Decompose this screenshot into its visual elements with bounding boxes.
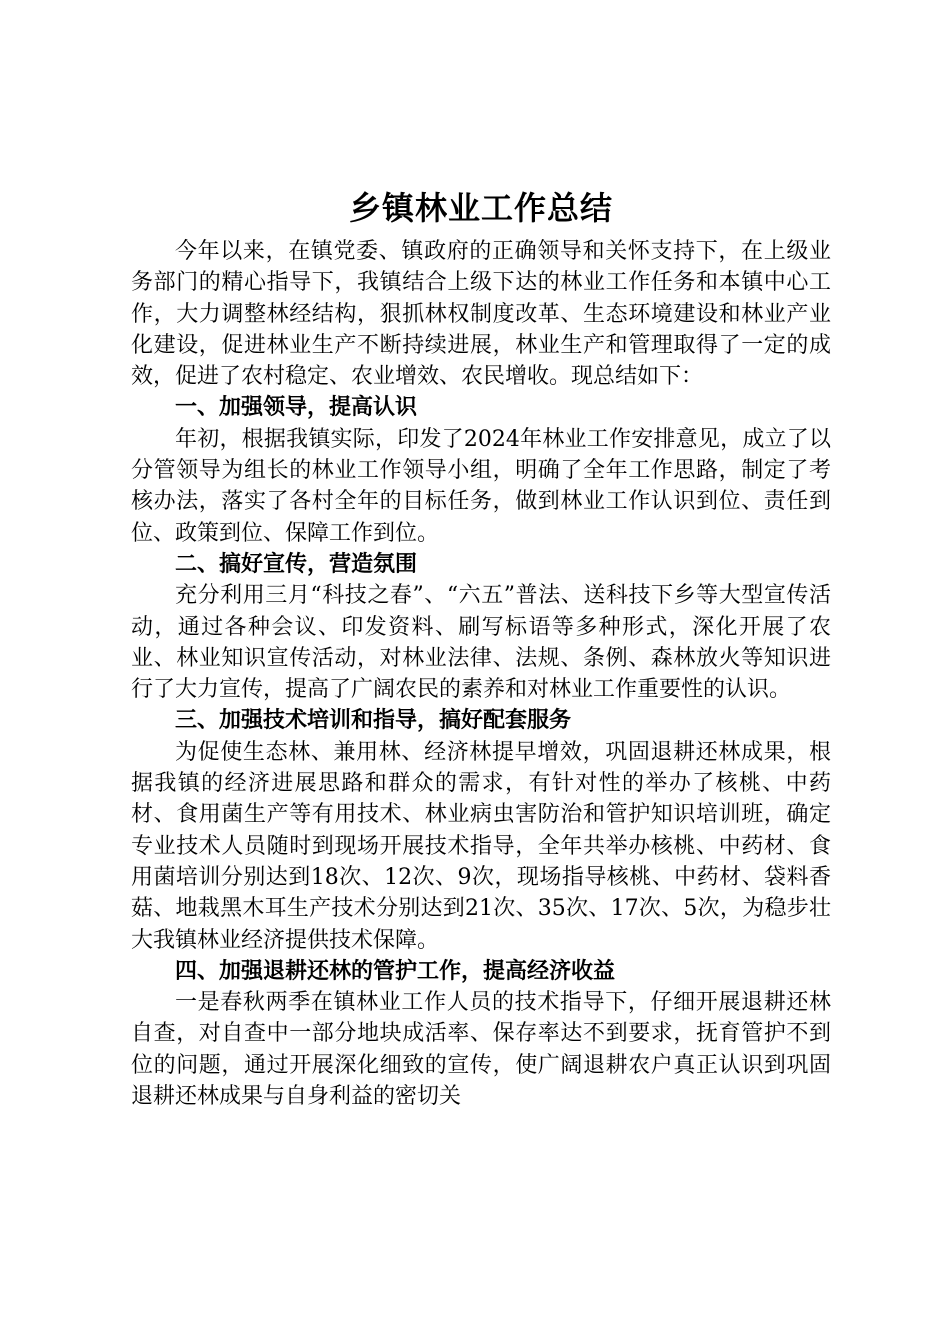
section-body-2: 充分利用三月“科技之春”、“六五”普法、送科技下乡等大型宣传活动，通过各种会议、印发资料、刷写标语等多种形式，深化开展了农业、林业知识宣传活动，对林业法律、法规、条例、森林放火等知识进行了大力宣传，提高了广阔农民的素养和对林业工作重要性的认识。 <box>131 583 831 703</box>
section-body-3: 为促使生态林、兼用林、经济林提早增效，巩固退耕还林成果，根据我镇的经济进展思路和群众的需求，有针对性的举办了核桃、中药材、食用菌生产等有用技术、林业病虫害防治和管护知识培训班，确定专业技术人员随时到现场开展技术指导，全年共举办核桃、中药材、食用菌培训分别达到18次、12次、9次，现场指导核桃、中药材、袋料香菇、地栽黑木耳生产技术分别达到21次、35次、17次、5次，为稳步壮大我镇林业经济提供技术保障。 <box>131 739 831 953</box>
section-body-1: 年初，根据我镇实际，印发了2024年林业工作安排意见，成立了以分管领导为组长的林业工作领导小组，明确了全年工作思路，制定了考核办法，落实了各村全年的目标任务，做到林业工作认识到位、责任到位、政策到位、保障工作到位。 <box>131 426 831 546</box>
intro-paragraph: 今年以来，在镇党委、镇政府的正确领导和关怀支持下，在上级业务部门的精心指导下，我镇结合上级下达的林业工作任务和本镇中心工作，大力调整林经结构，狠抓林权制度改革、生态环境建设和林业产业化建设，促进林业生产不断持续进展，林业生产和管理取得了一定的成效，促进了农村稳定、农业增效、农民增收。现总结如下： <box>131 239 831 390</box>
section-heading-4: 四、加强退耕还林的管护工作，提高经济收益 <box>175 958 616 984</box>
page-title: 乡镇林业工作总结 <box>348 189 613 227</box>
section-heading-3: 三、加强技术培训和指导，搞好配套服务 <box>175 708 572 734</box>
section-body-4: 一是春秋两季在镇林业工作人员的技术指导下，仔细开展退耕还林自查，对自查中一部分地块成活率、保存率达不到要求，抚育管护不到位的问题，通过开展深化细致的宣传，使广阔退耕农户真正认识到巩固退耕还林成果与自身利益的密切关 <box>131 990 831 1110</box>
document-content <box>131 182 831 1112</box>
section-heading-2: 二、搞好宣传，营造氛围 <box>175 551 418 577</box>
section-heading-1: 一、加强领导，提高认识 <box>175 395 418 421</box>
